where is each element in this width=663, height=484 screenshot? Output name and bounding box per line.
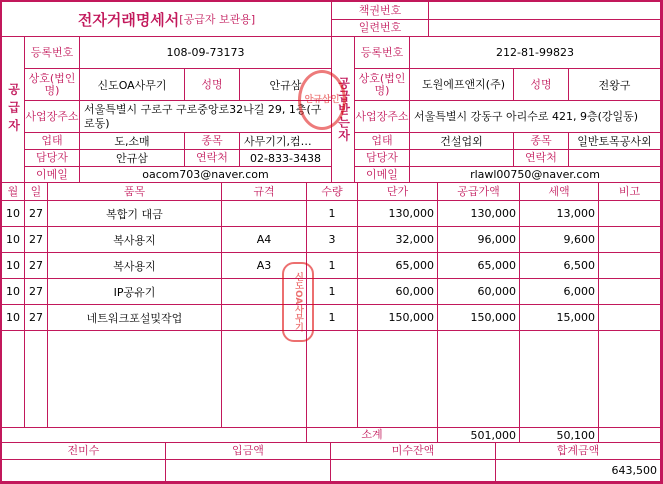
supplier-reg-no: 108-09-73173 [80,37,332,69]
book-no-label: 책권번호 [332,2,429,20]
unpaid-label: 전미수 [2,443,166,460]
empty-area-price [358,331,438,428]
deposit-value [166,460,331,482]
cell-qty: 1 [307,201,358,227]
total-value: 643,500 [496,460,661,482]
cell-qty: 3 [307,227,358,253]
serial-no-label: 일련번호 [332,20,429,37]
empty-area-spec [222,331,307,428]
empty-area-qty [307,331,358,428]
empty-area-supply [438,331,520,428]
empty-area-item [48,331,222,428]
supplier-manager-label: 담당자 [25,150,80,167]
cell-item: 복합기 대금 [48,201,222,227]
cell-day: 27 [25,227,48,253]
cell-month: 10 [2,227,25,253]
cell-note [599,253,661,279]
cell-supply: 96,000 [438,227,520,253]
cell-item: 복사용지 [48,227,222,253]
buyer-email: rlawl00750@naver.com [410,167,661,183]
unpaid-value [2,460,166,482]
cell-day: 27 [25,305,48,331]
supplier-contact: 02-833-3438 [240,150,332,167]
balance-label: 미수잔액 [331,443,496,460]
cell-note [599,201,661,227]
balance-value [331,460,496,482]
deposit-label: 입금액 [166,443,331,460]
col-price: 단가 [358,183,438,201]
supplier-rep-label: 성명 [185,69,240,101]
buyer-reg-label: 등록번호 [355,37,410,69]
serial-no-value[interactable] [429,20,661,37]
supplier-rep: 안규삼 [240,69,332,101]
supplier-side-label [2,37,25,183]
document-title [2,2,332,37]
buyer-rep: 전왕구 [569,69,661,101]
supplier-biz-label: 업태 [25,133,80,150]
total-label: 합계금액 [496,443,661,460]
subtotal-blank [2,428,307,443]
supplier-contact-label: 연락처 [185,150,240,167]
buyer-contact-label: 연락처 [514,150,569,167]
col-item: 품목 [48,183,222,201]
cell-tax: 15,000 [520,305,599,331]
buyer-side-text: 공급받는자 [336,77,351,142]
cell-supply: 130,000 [438,201,520,227]
cell-month: 10 [2,253,25,279]
cell-note [599,279,661,305]
seal-text: 안규삼인 [304,95,340,105]
cell-item: IP공유기 [48,279,222,305]
col-note: 비고 [599,183,661,201]
supplier-reg-label: 등록번호 [25,37,80,69]
buyer-rep-label: 성명 [514,69,569,101]
cell-spec [222,201,307,227]
buyer-contact [569,150,661,167]
col-tax: 세액 [520,183,599,201]
buyer-manager-label: 담당자 [355,150,410,167]
empty-area-tax [520,331,599,428]
empty-area-month [2,331,25,428]
col-day: 일 [25,183,48,201]
supplier-manager: 안규삼 [80,150,185,167]
company-seal-stamp [282,262,314,342]
cell-note [599,227,661,253]
company-seal-text: 신도OA사무기 [293,272,303,332]
cell-price: 60,000 [358,279,438,305]
supplier-item-label: 종목 [185,133,240,150]
cell-item: 네트워크포설및작업 [48,305,222,331]
cell-tax: 6,500 [520,253,599,279]
subtotal-tax: 50,100 [520,428,599,443]
cell-tax: 13,000 [520,201,599,227]
buyer-email-label: 이메일 [355,167,410,183]
buyer-name-label: 상호(법인명) [355,69,410,101]
cell-supply: 60,000 [438,279,520,305]
title-main: 전자거래명세서 [77,10,180,29]
cell-spec: A4 [222,227,307,253]
cell-item: 복사용지 [48,253,222,279]
buyer-biz-label: 업태 [355,133,410,150]
buyer-addr-label: 사업장주소 [355,101,410,133]
cell-day: 27 [25,253,48,279]
supplier-biz: 도,소매 [80,133,185,150]
supplier-seal-stamp [298,70,346,130]
supplier-side-text: 공급자 [6,82,21,137]
cell-month: 10 [2,305,25,331]
cell-supply: 65,000 [438,253,520,279]
subtotal-supply: 501,000 [438,428,520,443]
col-month: 월 [2,183,25,201]
cell-price: 130,000 [358,201,438,227]
buyer-item: 일반토목공사외 [569,133,661,150]
cell-day: 27 [25,279,48,305]
supplier-name: 신도OA사무기 [80,69,185,101]
cell-month: 10 [2,201,25,227]
subtotal-label: 소계 [307,428,438,443]
col-spec: 규격 [222,183,307,201]
supplier-item: 사무기기,컴… [240,133,332,150]
cell-qty: 1 [307,279,358,305]
subtotal-note [599,428,661,443]
cell-price: 32,000 [358,227,438,253]
cell-supply: 150,000 [438,305,520,331]
col-qty: 수량 [307,183,358,201]
supplier-email-label: 이메일 [25,167,80,183]
supplier-addr: 서울특별시 구로구 구로중앙로32나길 29, 1층(구로동) [80,101,332,133]
supplier-email: oacom703@naver.com [80,167,332,183]
empty-area-day [25,331,48,428]
title-sub: [공급자 보관용] [179,13,256,26]
cell-qty: 1 [307,305,358,331]
buyer-reg-no: 212-81-99823 [410,37,661,69]
supplier-name-label: 상호(법인명) [25,69,80,101]
buyer-manager [410,150,514,167]
cell-month: 10 [2,279,25,305]
cell-spec: A3 [222,253,307,279]
empty-area-note [599,331,661,428]
cell-price: 150,000 [358,305,438,331]
cell-day: 27 [25,201,48,227]
col-supply: 공급가액 [438,183,520,201]
buyer-biz: 건설업외 [410,133,514,150]
supplier-addr-label: 사업장주소 [25,101,80,133]
cell-price: 65,000 [358,253,438,279]
book-no-value[interactable] [429,2,661,20]
cell-tax: 9,600 [520,227,599,253]
cell-note [599,305,661,331]
cell-qty: 1 [307,253,358,279]
cell-tax: 6,000 [520,279,599,305]
buyer-addr: 서울특별시 강동구 아리수로 421, 9층(강일동) [410,101,661,133]
buyer-item-label: 종목 [514,133,569,150]
buyer-name: 도원에프앤지(주) [410,69,514,101]
